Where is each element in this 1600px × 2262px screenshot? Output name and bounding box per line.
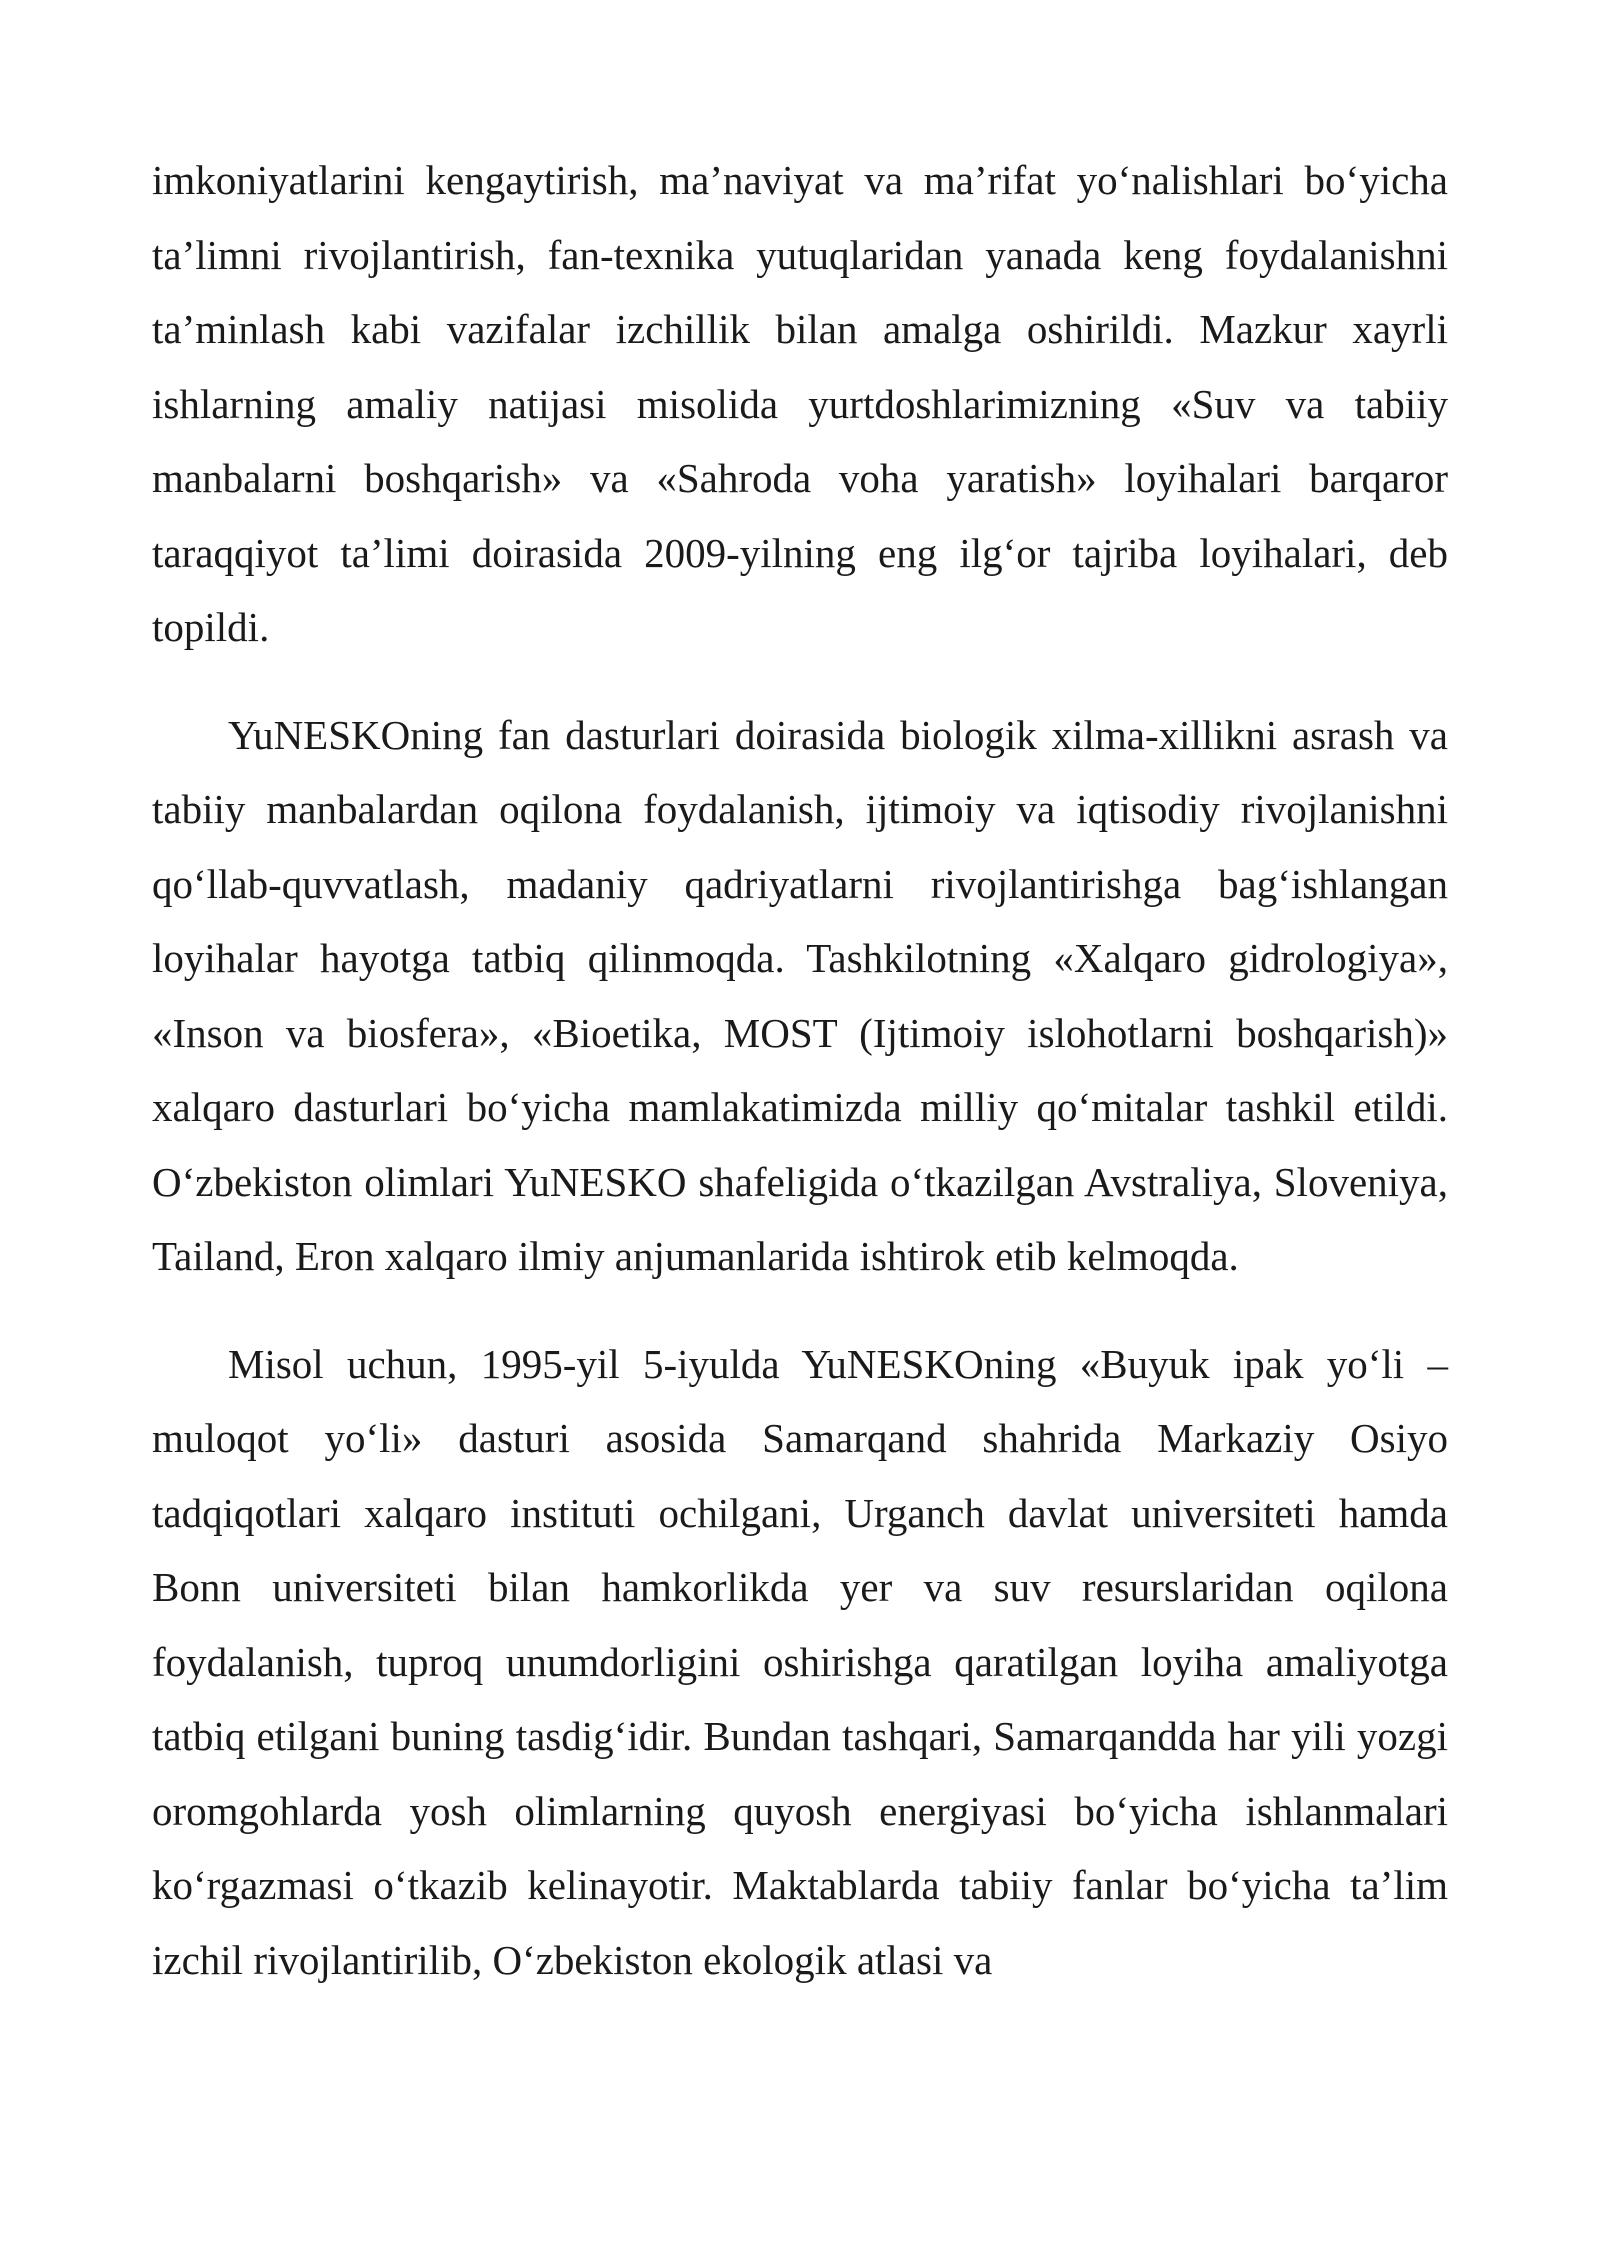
paragraph-2: YuNESKOning fan dasturlari doirasida biologik xilma-xillikni asrash va tabiiy manbalardan oqilona foydalanish, ijtimoiy va iqtisodiy rivojlanishni qo‘llab-quvvatlash, madaniy qadriyatlarni rivojlantirishga bag‘ishlangan loyihalar hayotga tatbiq qilinmoqda. Tashkilotning «Xalqaro gidrologiya», «Inson va biosfera», «Bioetika, MOST (Ijtimoiy islohotlarni boshqarish)» xalqaro dasturlari bo‘yicha mamlakatimizda milliy qo‘mitalar tashkil etildi. O‘zbekiston olimlari YuNESKO shafeligida o‘tkazilgan Avstraliya, Sloveniya, Tailand, Eron xalqaro ilmiy anjumanlarida ishtirok etib kelmoqda. [152, 711, 1448, 1279]
body-text [152, 143, 1448, 1997]
paragraph-3: Misol uchun, 1995-yil 5-iyulda YuNESKOning «Buyuk ipak yo‘li – muloqot yo‘li» dasturi asosida Samarqand shahrida Markaziy Osiyo tadqiqotlari xalqaro instituti ochilgani, Urganch davlat universiteti hamda Bonn universiteti bilan hamkorlikda yer va suv resurslaridan oqilona foydalanish, tuproq unumdorligini oshirishga qaratilgan loyiha amaliyotga tatbiq etilgani buning tasdig‘idir. Bundan tashqari, Samarqandda har yili yozgi oromgohlarda yosh olimlarning quyosh energiyasi bo‘yicha ishlanmalari ko‘rgazmasi o‘tkazib kelinayotir. Maktablarda tabiiy fanlar bo‘yicha ta’lim izchil rivojlantirilib, O‘zbekiston ekologik atlasi va [152, 1340, 1448, 1983]
paragraph-1: imkoniyatlarini kengaytirish, ma’naviyat va ma’rifat yo‘nalishlari bo‘yicha ta’limni rivojlantirish, fan-texnika yutuqlaridan yanada keng foydalanishni ta’minlash kabi vazifalar izchillik bilan amalga oshirildi. Mazkur xayrli ishlarning amaliy natijasi misolida yurtdoshlarimizning «Suv va tabiiy manbalarni boshqarish» va «Sahroda voha yaratish» loyihalari barqaror taraqqiyot ta’limi doirasida 2009-yilning eng ilg‘or tajriba loyihalari, deb topildi. [152, 157, 1448, 650]
